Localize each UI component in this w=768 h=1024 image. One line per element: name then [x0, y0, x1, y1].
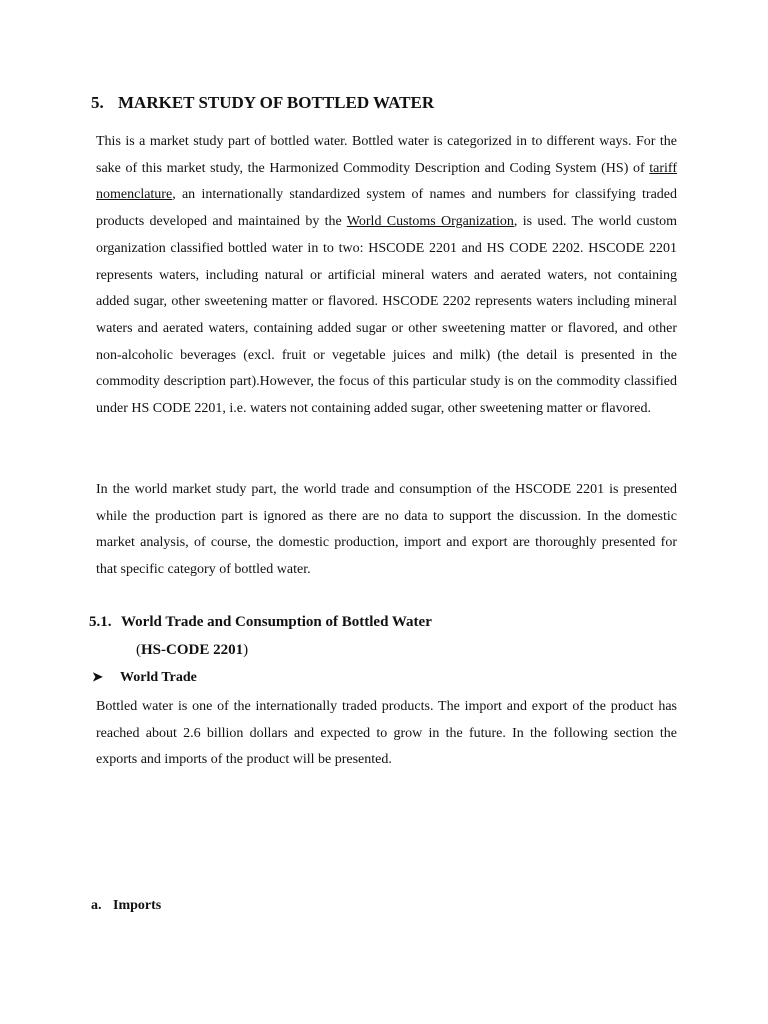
- subheading-imports: [91, 898, 161, 914]
- subheading-title: Imports: [113, 898, 162, 913]
- paragraph-intro: [96, 129, 677, 423]
- section-number: 5.: [91, 93, 104, 112]
- hs-code-label: HS-CODE 2201: [141, 642, 244, 658]
- link-world-customs-organization[interactable]: World Customs Organization: [346, 214, 514, 230]
- section-heading-5: [91, 93, 434, 113]
- link-nomenclature[interactable]: nomenclature: [96, 187, 173, 203]
- section-subtitle-hs-code: [136, 642, 248, 659]
- paragraph-scope: In the world market study part, the world trade and consumption of the HSCODE 2201 is presented while the production part is ignored as there are no data to support the discussion. In the domestic market analysis, of course, the domestic production, import and export are thoroughly presented for that specific category of bottled water.: [96, 482, 677, 578]
- section-title: World Trade and Consumption of Bottled Water: [121, 614, 432, 630]
- paragraph-text: This is a market study part of bottled water. Bottled water is categorized in to different ways. For the sake of this market study, the Harmonized Commodity Description and Coding System (HS) of: [96, 134, 677, 176]
- paragraph-world-trade: Bottled water is one of the internationally traded products. The import and export of the product has reached about 2.6 billion dollars and expected to grow in the future. In the following section the exports and imports of the product will be presented.: [96, 699, 677, 768]
- arrow-bullet-icon: ➤: [92, 669, 103, 684]
- paren-close: ): [243, 642, 249, 658]
- section-number: 5.1.: [89, 614, 112, 630]
- paren-open: (: [136, 642, 141, 658]
- section-title: MARKET STUDY OF BOTTLED WATER: [118, 93, 435, 112]
- link-tariff[interactable]: tariff: [649, 160, 677, 176]
- subheading-title: World Trade: [120, 670, 197, 685]
- list-marker: a.: [91, 898, 102, 913]
- paragraph-text: , an internationally standardized system of names and numbers for classifying traded products developed and maintained by the: [96, 187, 677, 230]
- paragraph-text: , is used. The world custom organization classified bottled water in to two: HSCODE 2201 and HS CODE 2202. HSCODE 2201 represents waters, including natural or artificial mineral waters and aerated waters, not containing added sugar, other sweetening matter or flavored. HSCODE 2202 represents waters including mineral waters and aerated waters, containing added sugar or other sweetening matter or flavored, and other non-alcoholic beverages (excl. fruit or vegetable juices and milk) (the detail is presented in the commodity description part).However, the focus of this particular study is on the commodity classified under HS CODE 2201, i.e. waters not containing added sugar, other sweetening matter or flavored.: [96, 214, 677, 417]
- subheading-world-trade: [92, 669, 197, 686]
- section-heading-5-1: [89, 614, 432, 631]
